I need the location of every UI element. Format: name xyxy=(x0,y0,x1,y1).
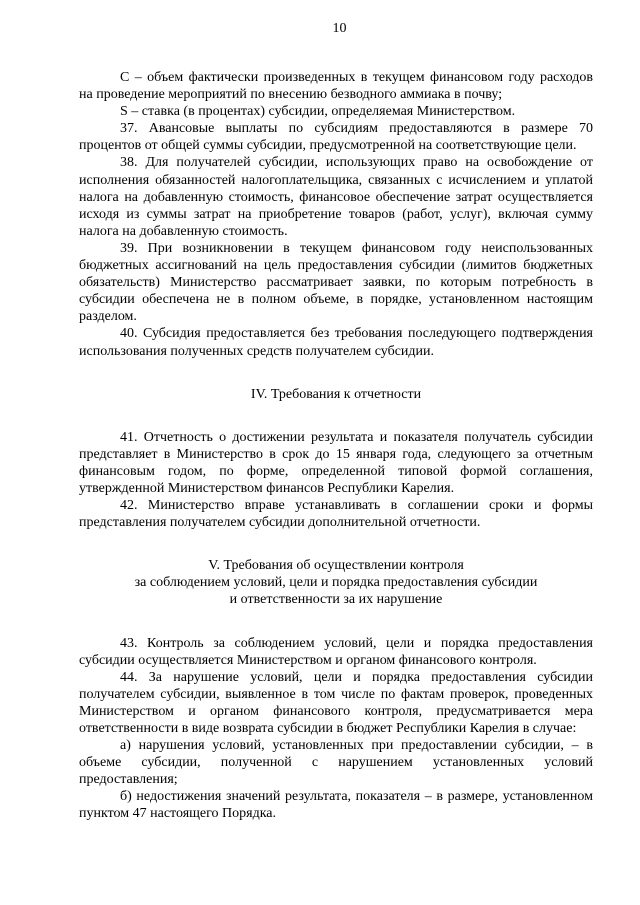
section-5-title-line-2: за соблюдением условий, цели и порядка предоставления субсидии xyxy=(134,575,538,591)
paragraph-44-b: б) недостижения значений результата, показателя – в размере, установленном пунктом 47 настоящего Порядка. xyxy=(79,789,593,822)
paragraph-c-definition: C – объем фактически произведенных в текущем финансовом году расходов на проведение мероприятий по внесению безводного аммиака в почву; xyxy=(79,70,593,103)
paragraph-42: 42. Министерство вправе устанавливать в соглашении сроки и формы представления получателем субсидии дополнительной отчетности. xyxy=(79,498,593,531)
paragraph-37: 37. Авансовые выплаты по субсидиям предоставляются в размере 70 процентов от общей суммы субсидии, предусмотренной на соответствующие цели. xyxy=(79,121,593,154)
paragraph-39: 39. При возникновении в текущем финансовом году неиспользованных бюджетных ассигнований на цель предоставления субсидии (лимитов бюджетных обязательств) Министерство рассматривает заявки, по которым потребность в субсидии обеспечена не в полном объеме, в порядке, установленном настоящим разделом. xyxy=(79,240,593,325)
document-body xyxy=(79,69,593,823)
section-5-title-line-1: V. Требования об осуществлении контроля xyxy=(208,558,464,574)
paragraph-44: 44. За нарушение условий, цели и порядка предоставления субсидии получателем субсидии, выявленное в том числе по фактам проверок, проведенных Министерством и органом финансового контроля, предусматривается мера ответственности в виде возврата субсидии в бюджет Республики Карелия в случае: xyxy=(79,669,593,736)
paragraph-38: 38. Для получателей субсидии, использующих право на освобождение от исполнения обязанностей налогоплательщика, связанных с исчислением и уплатой налога на добавленную стоимость, финансовое обеспечение затрат осуществляется исходя из суммы затрат на приобретение товаров (работ, услуг), включая сумму налога на добавленную стоимость. xyxy=(79,155,593,239)
section-4-heading xyxy=(79,386,593,403)
section-4-title: IV. Требования к отчетности xyxy=(250,386,422,402)
page-number: 10 xyxy=(332,21,347,36)
paragraph-40: 40. Субсидия предоставляется без требования последующего подтверждения использования полученных средств получателем субсидии. xyxy=(79,326,593,359)
section-5-heading xyxy=(79,557,593,608)
paragraph-s-definition: S – ставка (в процентах) субсидии, определяемая Министерством. xyxy=(120,104,516,120)
paragraph-43: 43. Контроль за соблюдением условий, цели и порядка предоставления субсидии осуществляется Министерством и органом финансового контроля. xyxy=(79,635,593,668)
paragraph-44-a: а) нарушения условий, установленных при предоставлении субсидии, – в объеме субсидии, полученной с нарушением установленных условий предоставления; xyxy=(79,738,593,788)
paragraph-41: 41. Отчетность о достижении результата и показателя получатель субсидии представляет в Министерство в срок до 15 января года, следующего за отчетным финансовым годом, по форме, определенной типовой формой соглашения, утвержденной Министерством финансов Республики Карелия. xyxy=(79,429,593,496)
section-5-title-line-3: и ответственности за их нарушение xyxy=(229,592,443,608)
